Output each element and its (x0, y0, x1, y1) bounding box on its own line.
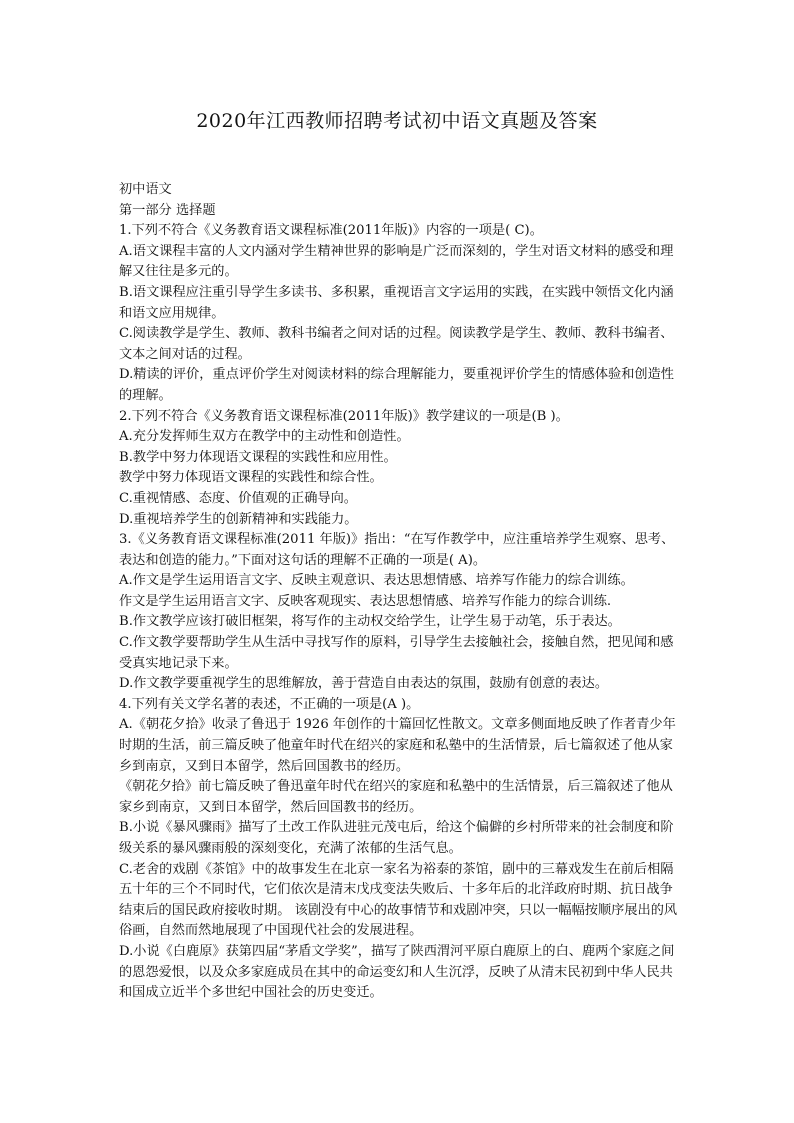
question-4-option-c: C.老舍的戏剧《茶馆》中的故事发生在北京一家名为裕泰的茶馆，剧中的三幕戏发生在前后相隔五十年的三个不同时代，它们依次是清末戊戌变法失败后、十多年后的北洋政府时期、抗日战争结束后的国民政府接收时期。 该剧没有中心的故事情节和戏剧冲突，只以一幅幅按顺序展出的风俗画，自然而然地展现了中国现代社会的发展进程。 (119, 861, 678, 939)
subject-label: 初中语文 (119, 182, 172, 197)
question-4-option-b: B.小说《暴风骤雨》描写了土改工作队进驻元茂屯后，给这个偏僻的乡村所带来的社会制度和阶级关系的暴风骤雨般的深刻变化，充满了浓郁的生活气息。 (119, 820, 674, 856)
question-1-option-c: C.阅读教学是学生、教师、教科书编者之间对话的过程。阅读教学是学生、教师、教科书编者、文本之间对话的过程。 (119, 326, 674, 362)
section-heading: 第一部分 选择题 (119, 202, 216, 218)
question-1-option-a: A.语文课程丰富的人文内涵对学生精神世界的影响是广泛而深刻的，学生对语文材料的感受和理解又往往是多元的。 (119, 243, 674, 280)
question-1: 1.下列不符合《义务教育语文课程标准(2011年版)》内容的一项是( C)。 (119, 223, 543, 239)
question-4-option-a: A.《朝花夕拾》收录了鲁迅于 1926 年创作的十篇回忆性散文。文章多侧面地反映了作者青少年时期的生活，前三篇反映了他童年时代在绍兴的家庭和私塾中的生活情景，后七篇叙述了他从家乡到南京，又到日本留学，然后回国教书的经历。 (119, 717, 676, 774)
question-2-option-a: A.充分发挥师生双方在教学中的主动性和创造性。 (119, 429, 410, 445)
question-2: 2.下列不符合《义务教育语文课程标准(2011年版)》教学建议的一项是(B )。 (119, 408, 569, 424)
question-3-option-d: D.作文教学要重视学生的思维解放，善于营造自由表达的氛围，鼓励有创意的表达。 (119, 676, 609, 692)
question-2-option-b: B.教学中努力体现语文课程的实践性和应用性。 (119, 449, 397, 465)
question-2-option-d: D.重视培养学生的创新精神和实践能力。 (119, 511, 358, 527)
document-body (119, 180, 679, 1004)
question-3-option-c: C.作文教学要帮助学生从生活中寻找写作的原料，引导学生去接触社会，接触自然，把见闻和感受真实地记录下来。 (119, 635, 674, 671)
question-3-correction: 作文是学生运用语言文字、反映客观现实、表达思想情感、培养写作能力的综合训练. (119, 593, 612, 609)
question-1-option-b: B.语文课程应注重引导学生多读书、多积累，重视语言文字运用的实践，在实践中领悟文化内涵和语文应用规律。 (119, 284, 674, 321)
question-4-correction: 《朝花夕拾》前七篇反映了鲁迅童年时代在绍兴的家庭和私塾中的生活情景，后三篇叙述了他从家乡到南京，又到日本留学，然后回国教书的经历。 (119, 779, 673, 815)
document-title: 2020年江西教师招聘考试初中语文真题及答案 (196, 110, 598, 132)
question-3-option-b: B.作文教学应该打破旧框架，将写作的主动权交给学生，让学生易于动笔，乐于表达。 (119, 614, 621, 630)
question-3: 3.《义务教育语文课程标准(2011 年版)》指出：“在写作教学中，应注重培养学生观察、思考、表达和创造的能力。”下面对这句话的理解不正确的一项是( A)。 (119, 532, 675, 568)
question-2-option-c: C.重视情感、态度、价值观的正确导向。 (119, 490, 357, 506)
question-3-option-a: A.作文是学生运用语言文字、反映主观意识、表达思想情感、培养写作能力的综合训练。 (119, 573, 634, 589)
question-4: 4.下列有关文学名著的表述，不正确的一项是(A )。 (119, 696, 420, 712)
question-2-correction: 教学中努力体现语文课程的实践性和综合性。 (119, 470, 383, 486)
question-4-option-d: D.小说《白鹿原》获第四届“茅盾文学奖”，描写了陕西渭河平原白鹿原上的白、鹿两个家庭之间的恩怨爱恨，以及众多家庭成员在其中的命运变幻和人生沉浮，反映了从清末民初到中华人民共和国成立近半个多世纪中国社会的历史变迁。 (119, 943, 675, 1001)
question-1-option-d: D.精读的评价，重点评价学生对阅读材料的综合理解能力，要重视评价学生的情感体验和创造性的理解。 (119, 367, 674, 403)
